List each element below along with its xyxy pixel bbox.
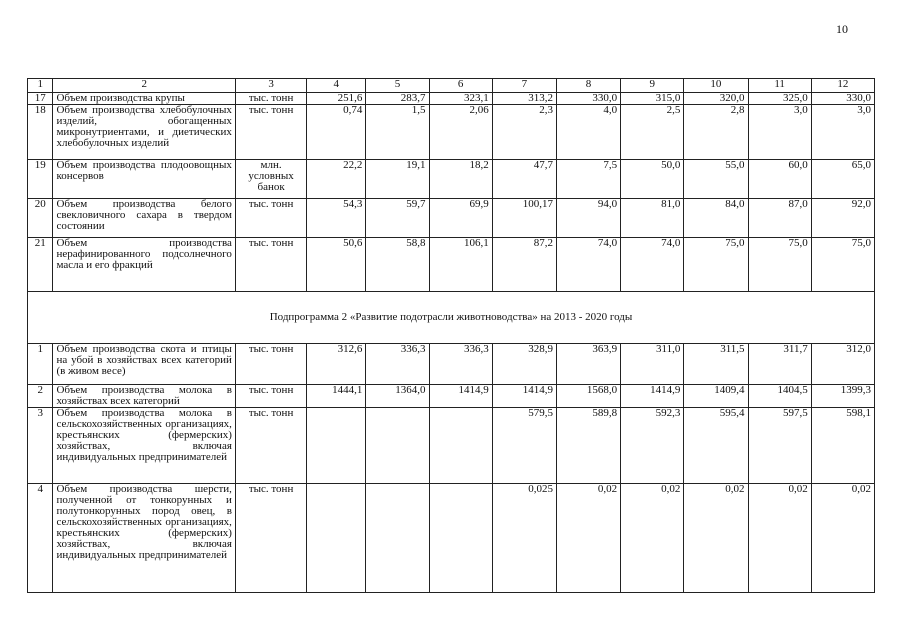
row-indicator-name: Объем производства нерафинированного подсолнечного масла и его фракций [53, 238, 235, 292]
row-value: 58,8 [366, 238, 429, 292]
row-value: 323,1 [429, 93, 492, 105]
subprogram-row [28, 292, 875, 344]
page-number: 10 [836, 22, 848, 36]
row-value: 1414,9 [492, 385, 556, 408]
row-value: 3,0 [811, 105, 874, 160]
column-number-row [28, 79, 875, 93]
table-row [28, 238, 875, 292]
row-value: 65,0 [811, 160, 874, 199]
row-number: 18 [28, 105, 53, 160]
row-value: 328,9 [492, 344, 556, 385]
row-value: 4,0 [556, 105, 620, 160]
row-value: 1364,0 [366, 385, 429, 408]
row-value: 100,17 [492, 199, 556, 238]
row-value: 311,7 [748, 344, 811, 385]
row-value: 2,8 [684, 105, 748, 160]
row-value: 598,1 [811, 408, 874, 484]
row-unit: тыс. тонн [235, 105, 306, 160]
row-value [366, 484, 429, 593]
row-value [429, 408, 492, 484]
row-value: 1568,0 [556, 385, 620, 408]
row-value: 0,02 [556, 484, 620, 593]
row-value: 59,7 [366, 199, 429, 238]
row-value: 50,0 [621, 160, 684, 199]
row-value [307, 484, 366, 593]
row-unit: тыс. тонн [235, 408, 306, 484]
row-unit: тыс. тонн [235, 385, 306, 408]
row-value: 2,5 [621, 105, 684, 160]
row-value: 2,3 [492, 105, 556, 160]
row-value: 311,0 [621, 344, 684, 385]
row-value: 0,02 [748, 484, 811, 593]
row-value: 0,025 [492, 484, 556, 593]
column-header: 10 [684, 79, 748, 93]
row-value: 312,6 [307, 344, 366, 385]
row-value: 74,0 [556, 238, 620, 292]
row-value: 92,0 [811, 199, 874, 238]
subprogram-title: Подпрограмма 2 «Развитие подотрасли животноводства» на 2013 - 2020 годы [28, 292, 875, 344]
row-value: 312,0 [811, 344, 874, 385]
column-header: 2 [53, 79, 235, 93]
indicators-table [27, 78, 875, 593]
table-row [28, 160, 875, 199]
table-row [28, 408, 875, 484]
row-value: 7,5 [556, 160, 620, 199]
row-unit: млн. условных банок [235, 160, 306, 199]
row-indicator-name: Объем производства молока в хозяйствах всех категорий [53, 385, 235, 408]
row-value: 1399,3 [811, 385, 874, 408]
row-value: 19,1 [366, 160, 429, 199]
row-number: 20 [28, 199, 53, 238]
row-value: 75,0 [811, 238, 874, 292]
row-number: 19 [28, 160, 53, 199]
row-value: 595,4 [684, 408, 748, 484]
column-header: 4 [307, 79, 366, 93]
row-value: 1409,4 [684, 385, 748, 408]
row-value: 106,1 [429, 238, 492, 292]
row-number: 17 [28, 93, 53, 105]
row-value: 47,7 [492, 160, 556, 199]
row-value: 592,3 [621, 408, 684, 484]
column-header: 5 [366, 79, 429, 93]
row-value: 336,3 [429, 344, 492, 385]
row-unit: тыс. тонн [235, 484, 306, 593]
row-indicator-name: Объем производства скота и птицы на убой в хозяйствах всех категорий (в живом весе) [53, 344, 235, 385]
row-value: 315,0 [621, 93, 684, 105]
row-value: 3,0 [748, 105, 811, 160]
row-value: 60,0 [748, 160, 811, 199]
row-value: 50,6 [307, 238, 366, 292]
table-row [28, 199, 875, 238]
table-row [28, 93, 875, 105]
row-value: 589,8 [556, 408, 620, 484]
row-value: 251,6 [307, 93, 366, 105]
row-value: 54,3 [307, 199, 366, 238]
row-value: 75,0 [684, 238, 748, 292]
row-value: 311,5 [684, 344, 748, 385]
row-unit: тыс. тонн [235, 238, 306, 292]
row-unit: тыс. тонн [235, 344, 306, 385]
row-value: 87,0 [748, 199, 811, 238]
row-unit: тыс. тонн [235, 93, 306, 105]
row-number: 2 [28, 385, 53, 408]
table-row [28, 105, 875, 160]
row-indicator-name: Объем производства шерсти, полученной от тонкорунных и полутонкорунных пород овец, в сельскохозяйственных организациях, крестьянских (фермерских) хозяйствах, включая индивидуальных предпринимателей [53, 484, 235, 593]
row-value: 74,0 [621, 238, 684, 292]
row-value: 1414,9 [429, 385, 492, 408]
row-value: 75,0 [748, 238, 811, 292]
row-value: 94,0 [556, 199, 620, 238]
column-header: 1 [28, 79, 53, 93]
column-header: 3 [235, 79, 306, 93]
column-header: 11 [748, 79, 811, 93]
row-value: 0,02 [684, 484, 748, 593]
row-value: 363,9 [556, 344, 620, 385]
row-indicator-name: Объем производства белого свекловичного сахара в твердом состоянии [53, 199, 235, 238]
row-indicator-name: Объем производства плодоовощных консервов [53, 160, 235, 199]
row-indicator-name: Объем производства молока в сельскохозяйственных организациях, крестьянских (фермерских) хозяйствах, включая индивидуальных предпринимателей [53, 408, 235, 484]
row-indicator-name: Объем производства хлебобулочных изделий, обогащенных микронутриентами, и диетических хлебобулочных изделий [53, 105, 235, 160]
row-value: 0,02 [621, 484, 684, 593]
table-body [28, 79, 875, 593]
row-value: 22,2 [307, 160, 366, 199]
row-value: 69,9 [429, 199, 492, 238]
row-value: 0,02 [811, 484, 874, 593]
row-value: 320,0 [684, 93, 748, 105]
column-header: 6 [429, 79, 492, 93]
row-number: 3 [28, 408, 53, 484]
column-header: 9 [621, 79, 684, 93]
row-value [366, 408, 429, 484]
row-value: 325,0 [748, 93, 811, 105]
row-value: 18,2 [429, 160, 492, 199]
row-value: 55,0 [684, 160, 748, 199]
row-value: 330,0 [811, 93, 874, 105]
row-value: 81,0 [621, 199, 684, 238]
column-header: 7 [492, 79, 556, 93]
row-number: 21 [28, 238, 53, 292]
row-value: 2,06 [429, 105, 492, 160]
row-value: 1404,5 [748, 385, 811, 408]
row-value: 579,5 [492, 408, 556, 484]
row-value: 330,0 [556, 93, 620, 105]
row-unit: тыс. тонн [235, 199, 306, 238]
row-number: 4 [28, 484, 53, 593]
row-number: 1 [28, 344, 53, 385]
row-value: 87,2 [492, 238, 556, 292]
row-value: 1444,1 [307, 385, 366, 408]
row-value: 0,74 [307, 105, 366, 160]
row-value: 1,5 [366, 105, 429, 160]
row-value: 84,0 [684, 199, 748, 238]
row-value: 1414,9 [621, 385, 684, 408]
row-value: 597,5 [748, 408, 811, 484]
column-header: 8 [556, 79, 620, 93]
row-indicator-name: Объем производства крупы [53, 93, 235, 105]
table-row [28, 344, 875, 385]
table-row [28, 385, 875, 408]
row-value [429, 484, 492, 593]
table-row [28, 484, 875, 593]
row-value: 283,7 [366, 93, 429, 105]
row-value [307, 408, 366, 484]
column-header: 12 [811, 79, 874, 93]
row-value: 336,3 [366, 344, 429, 385]
row-value: 313,2 [492, 93, 556, 105]
